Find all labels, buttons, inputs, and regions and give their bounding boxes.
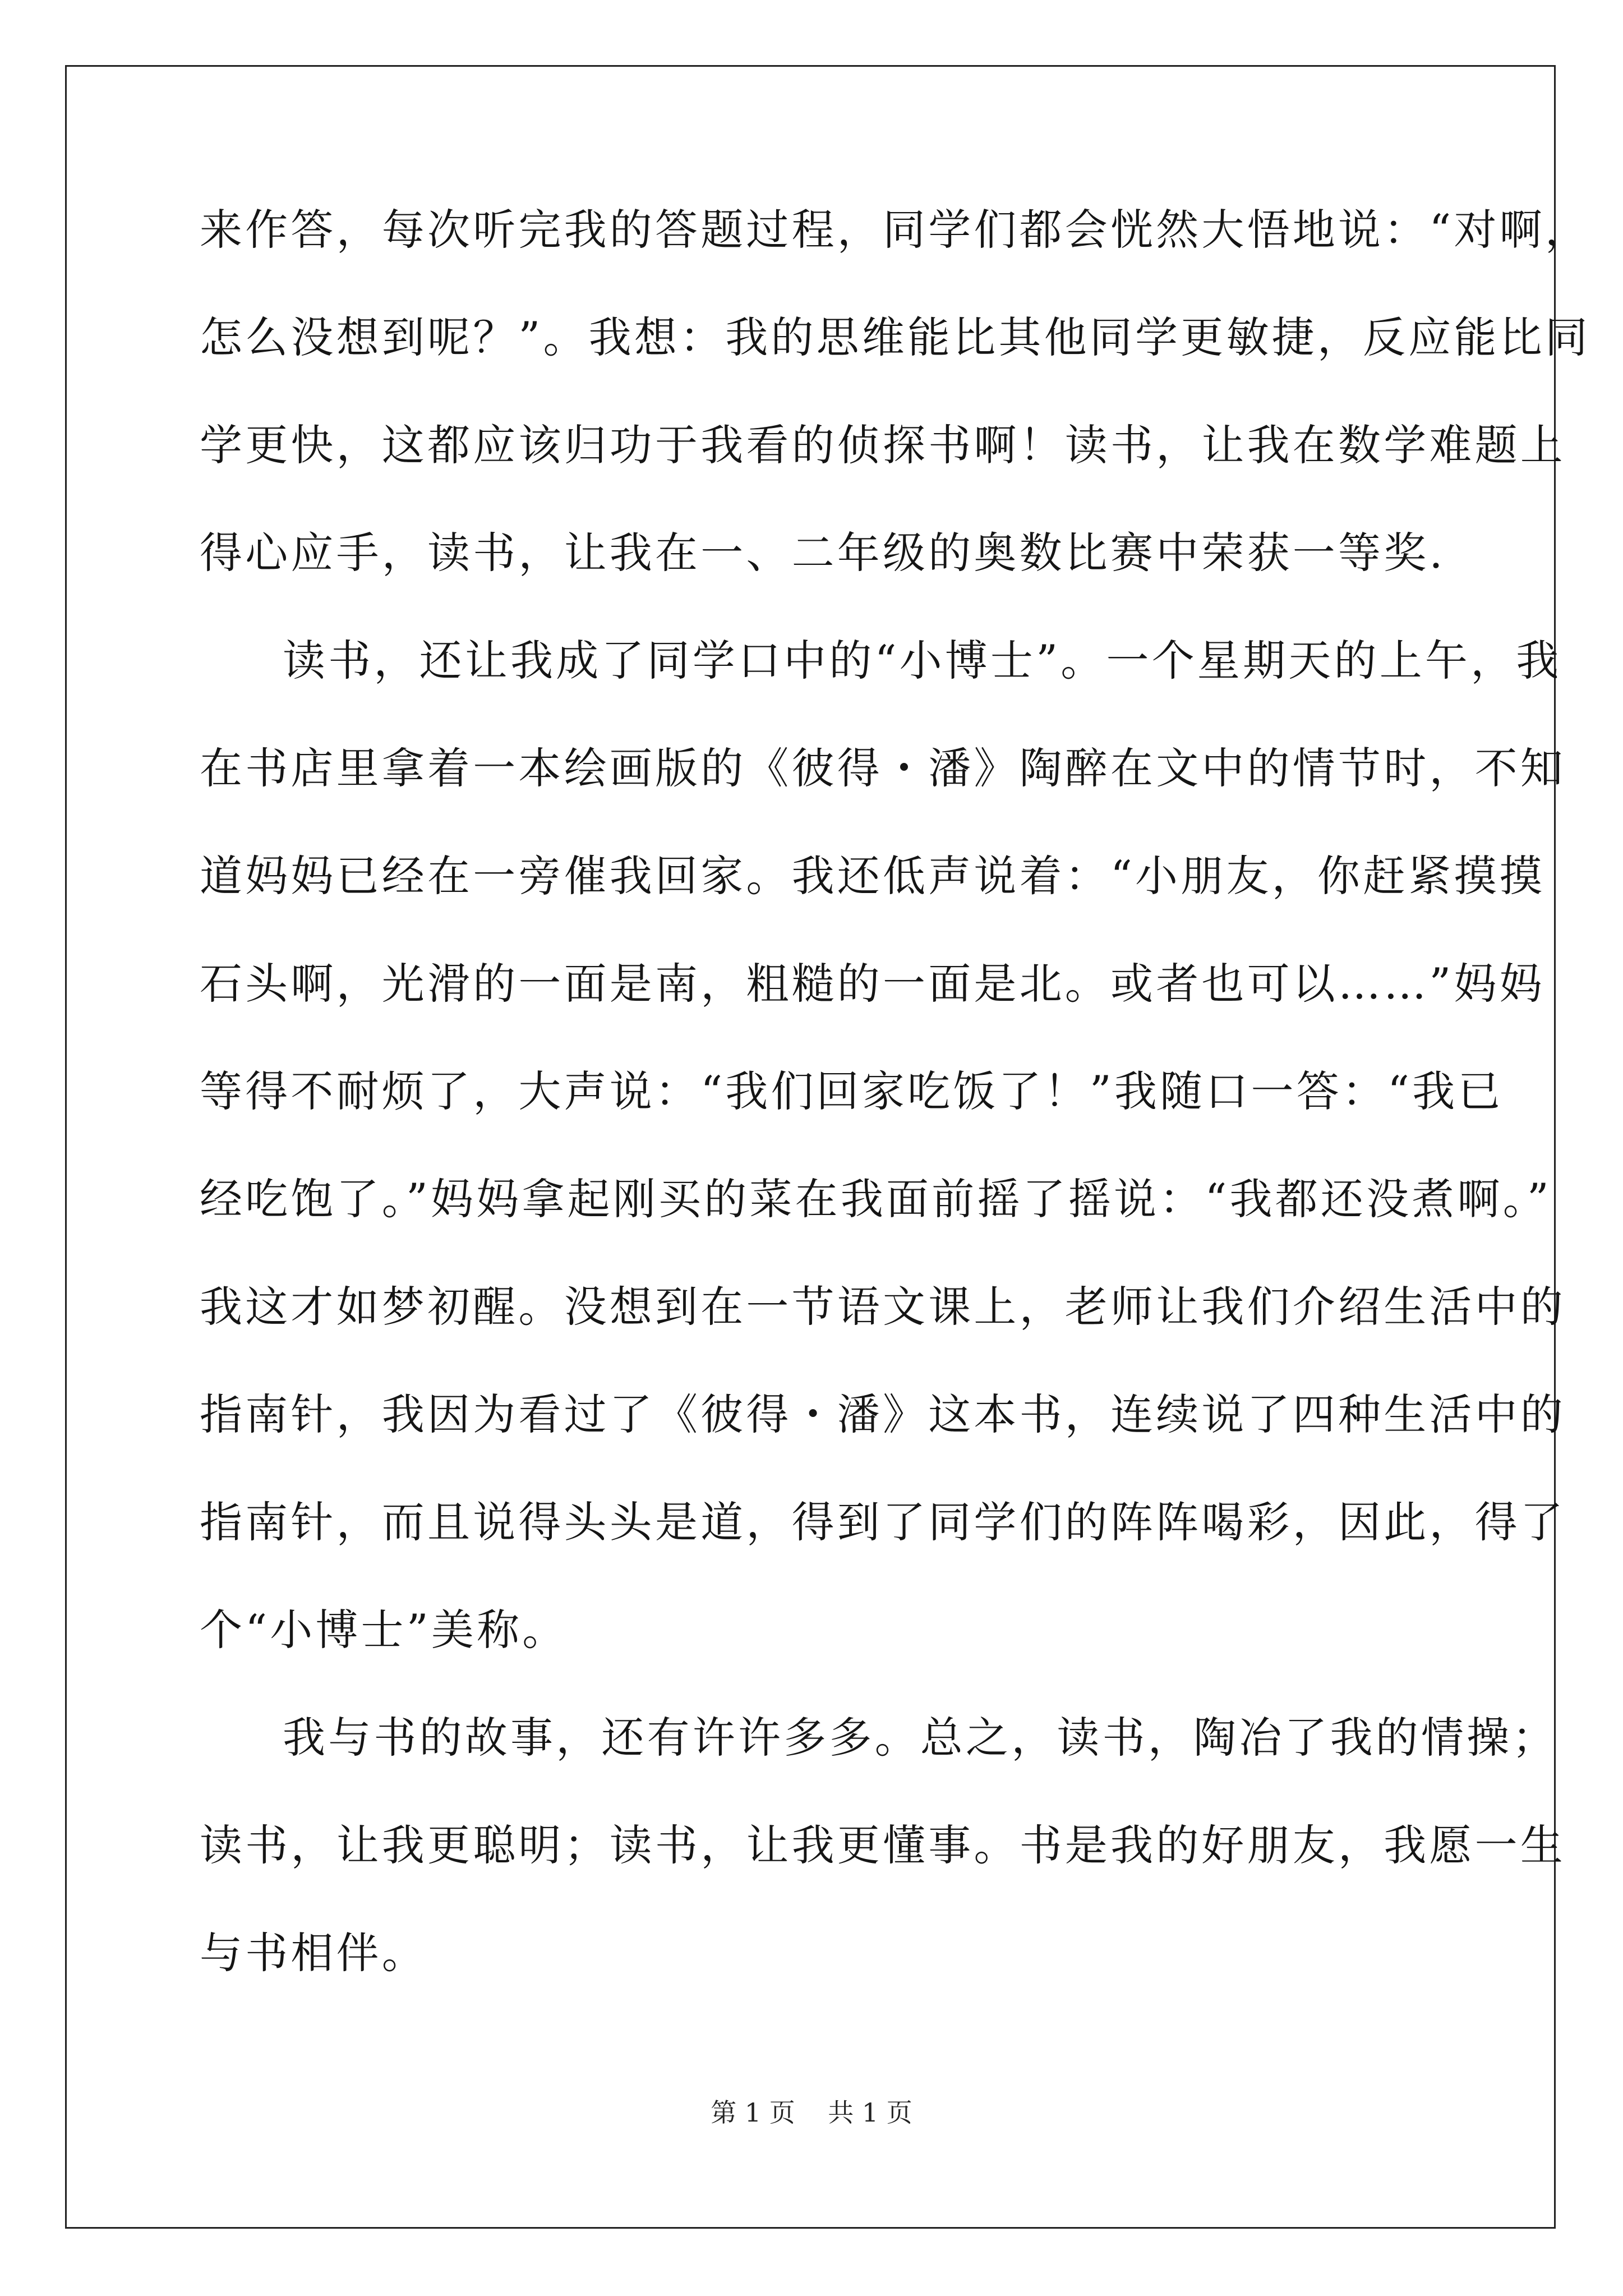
text-line: 来作答，每次听完我的答题过程，同学们都会恍然大悟地说：“对啊， — [200, 205, 1591, 255]
text-line: 学更快，这都应该归功于我看的侦探书啊！读书，让我在数学难题上 — [200, 420, 1566, 470]
text-line: 怎么没想到呢？”。我想：我的思维能比其他同学更敏捷，反应能比同 — [200, 312, 1591, 362]
page-number-footer: 第 1 页 共 1 页 — [711, 2097, 912, 2128]
text-line: 得心应手，读书，让我在一、二年级的奥数比赛中荣获一等奖. — [200, 528, 1446, 578]
text-line: 石头啊，光滑的一面是南，粗糙的一面是北。或者也可以……”妈妈 — [200, 959, 1545, 1009]
text-line: 等得不耐烦了，大声说：“我们回家吃饭了！”我随口一答：“我已 — [200, 1066, 1504, 1116]
text-line: 与书相伴。 — [200, 1928, 427, 1978]
text-line: 读书，让我更聪明；读书，让我更懂事。书是我的好朋友，我愿一生 — [200, 1820, 1566, 1870]
text-line: 我这才如梦初醒。没想到在一节语文课上，老师让我们介绍生活中的 — [200, 1282, 1566, 1332]
text-line: 指南针，而且说得头头是道，得到了同学们的阵阵喝彩，因此，得了 — [200, 1497, 1566, 1547]
text-line: 道妈妈已经在一旁催我回家。我还低声说着：“小朋友，你赶紧摸摸 — [200, 851, 1545, 901]
paragraph-first-line: 我与书的故事，还有许许多多。总之，读书，陶冶了我的情操； — [283, 1713, 1558, 1763]
text-line: 经吃饱了。”妈妈拿起刚买的菜在我面前摇了摇说：“我都还没煮啊。” — [200, 1174, 1552, 1224]
page-border — [65, 65, 1556, 2229]
text-line: 指南针，我因为看过了《彼得・潘》这本书，连续说了四种生活中的 — [200, 1389, 1566, 1439]
text-line: 在书店里拿着一本绘画版的《彼得・潘》陶醉在文中的情节时，不知 — [200, 743, 1566, 793]
paragraph-first-line: 读书，还让我成了同学口中的“小博士”。一个星期天的上午，我 — [283, 636, 1562, 685]
text-line: 个“小博士”美称。 — [200, 1605, 568, 1655]
